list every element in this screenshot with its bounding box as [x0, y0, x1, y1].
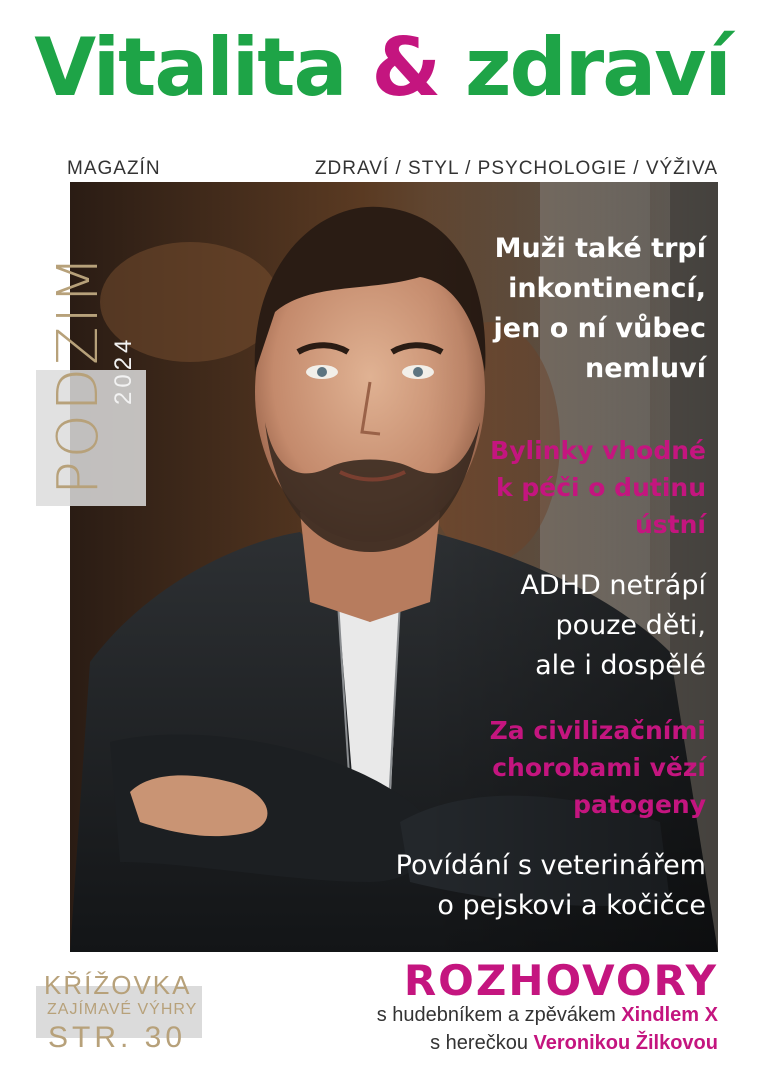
season-year: 2024 — [110, 335, 137, 405]
interview-name: Xindlem X — [621, 1004, 718, 1026]
headline-incontinence — [476, 229, 706, 389]
title-ampersand: & — [371, 21, 440, 114]
season-label: PODZIM — [46, 252, 111, 495]
title-part-2: zdraví — [464, 21, 730, 114]
interview-line-1 — [377, 1004, 718, 1027]
puzzle-subtitle: ZAJÍMAVÉ VÝHRY — [47, 1001, 198, 1018]
headline-line: inkontinencí, — [508, 273, 706, 304]
headline-line: Bylinky vhodné — [490, 436, 706, 465]
title-part-1: Vitalita — [34, 21, 346, 114]
headline-pathogens — [466, 712, 706, 823]
headline-line: k péči o dutinu — [496, 473, 706, 502]
headline-line: nemluví — [585, 353, 706, 384]
interview-name: Veronikou Žilkovou — [533, 1032, 718, 1054]
puzzle-page: STR. 30 — [48, 1021, 187, 1054]
headline-line: Muži také trpí — [494, 233, 706, 264]
interview-line-2 — [430, 1032, 718, 1055]
headline-adhd — [476, 566, 706, 686]
section-list: ZDRAVÍ / STYL / PSYCHOLOGIE / VÝŽIVA — [314, 158, 718, 179]
headline-line: ústní — [635, 510, 706, 539]
headline-herbs — [466, 432, 706, 543]
headline-line: Za civilizačními — [489, 716, 706, 745]
headline-line: jen o ní vůbec — [493, 313, 706, 344]
interview-prefix: s herečkou — [430, 1032, 528, 1054]
headline-line: chorobami vězí — [492, 753, 706, 782]
puzzle-title: KŘÍŽOVKA — [44, 970, 192, 1000]
magazine-label: MAGAZÍN — [67, 158, 161, 179]
headline-line: ADHD netrápí — [520, 570, 706, 601]
headline-line: pouze děti, — [555, 610, 706, 641]
headline-veterinarian — [366, 846, 706, 926]
interview-prefix: s hudebníkem a zpěvákem — [376, 1004, 616, 1026]
magazine-title — [0, 21, 764, 114]
headline-line: o pejskovi a kočičce — [437, 890, 706, 921]
headline-line: patogeny — [573, 790, 706, 819]
headline-line: Povídání s veterinářem — [395, 850, 706, 881]
interviews-title: ROZHOVORY — [403, 956, 718, 1005]
headline-line: ale i dospělé — [535, 650, 706, 681]
